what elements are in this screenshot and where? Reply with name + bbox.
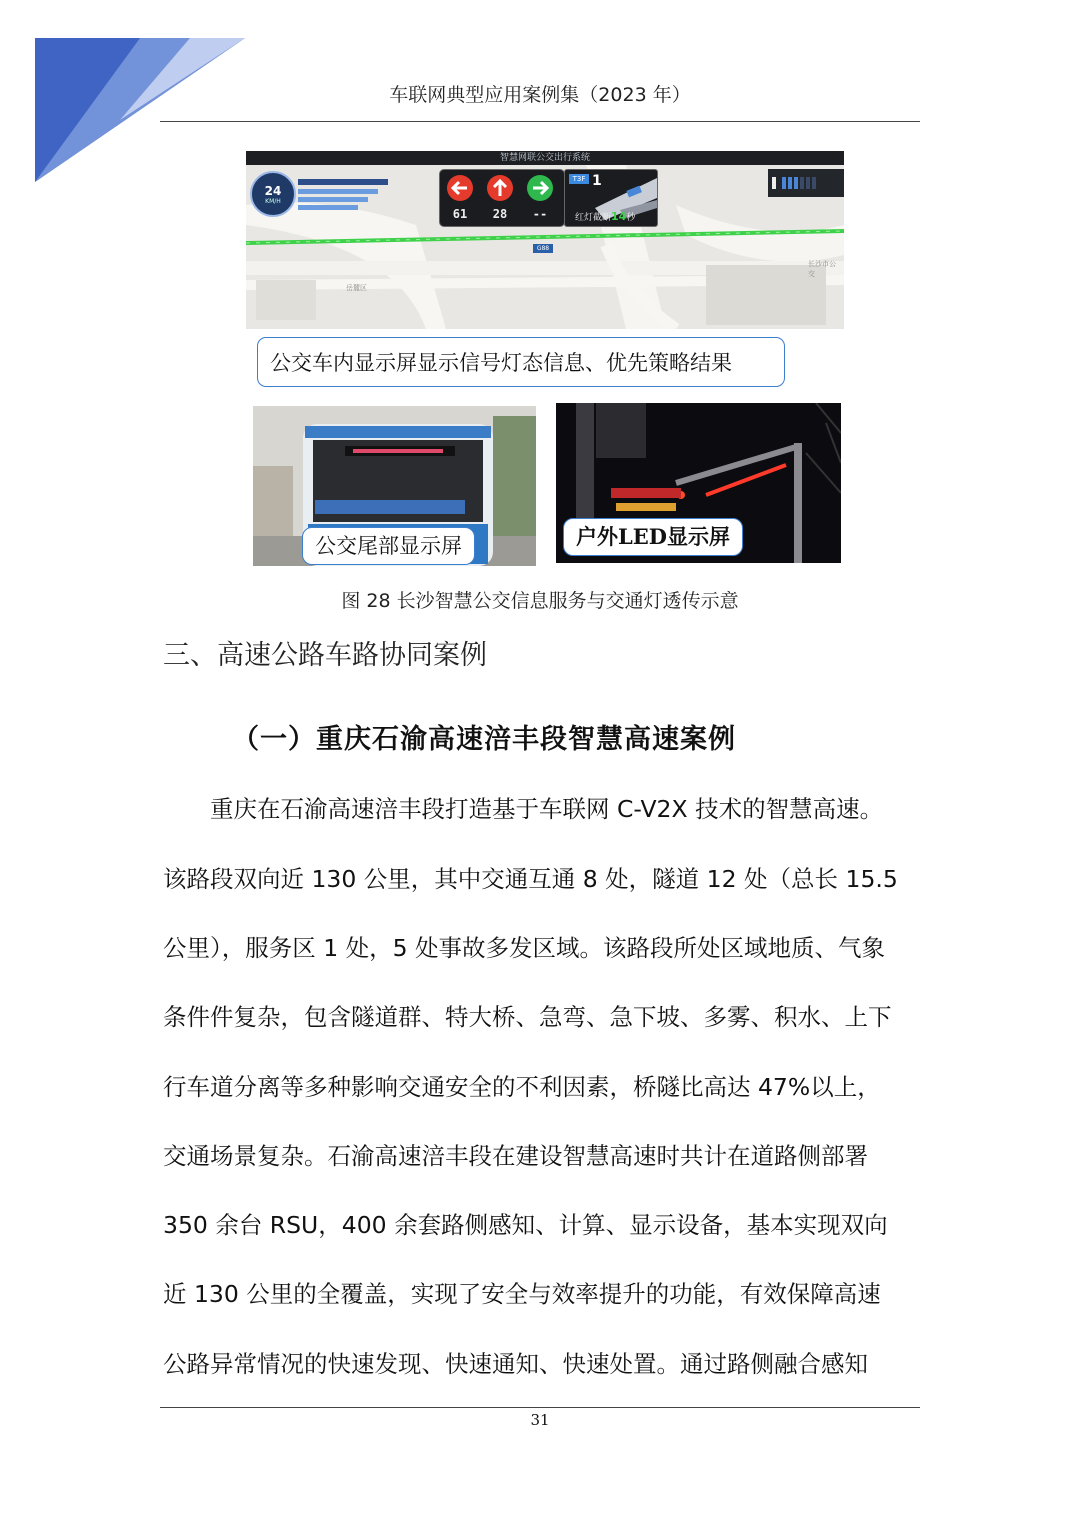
- outdoor-led-label: 户外LED显示屏: [563, 518, 743, 556]
- page-number: 31: [530, 1411, 550, 1429]
- subsection-heading: （一）重庆石渝高速涪丰段智慧高速案例: [232, 724, 736, 755]
- section-heading: 三、高速公路车路协同案例: [163, 640, 487, 671]
- paragraph-line: 公路异常情况的快速发现、快速通知、快速处置。通过路侧融合感知: [163, 1350, 868, 1378]
- header-title: 车联网典型应用案例集（2023 年）: [389, 84, 691, 106]
- signal-light-panel: [439, 169, 565, 227]
- screen-caption: 公交车内显示屏显示信号灯态信息、优先策略结果: [257, 337, 785, 387]
- speed-value: 24: [264, 184, 282, 198]
- signal-bars-icon: [772, 175, 832, 191]
- paragraph-line: 该路段双向近 130 公里，其中交通互通 8 处，隧道 12 处（总长 15.5: [163, 865, 898, 893]
- red-light-prefix: 红灯截断: [575, 213, 612, 223]
- lane-badge: T3F: [569, 174, 589, 184]
- footer-divider: [160, 1407, 920, 1408]
- paragraph-line: 近 130 公里的全覆盖，实现了安全与效率提升的功能，有效保障高速: [163, 1280, 881, 1308]
- paragraph-line: 公里），服务区 1 处，5 处事故多发区域。该路段所处区域地质、气象: [163, 934, 886, 962]
- paragraph-line: 350 余台 RSU，400 余套路侧感知、计算、显示设备，基本实现双向: [163, 1211, 888, 1239]
- figure-caption: 图 28 长沙智慧公交信息服务与交通灯透传示意: [341, 590, 739, 612]
- screen-title: 智慧网联公交出行系统: [246, 151, 844, 165]
- map-place-label: 岳麓区: [346, 284, 367, 292]
- left-arrow-icon: [446, 174, 474, 202]
- map-place-label: 长沙市公交: [808, 260, 836, 278]
- speed-unit: KM/H: [265, 198, 281, 205]
- bus-rear-label: 公交尾部显示屏: [302, 527, 475, 565]
- road-label: G88: [533, 244, 553, 253]
- red-light-info: [575, 210, 635, 223]
- paragraph-line: 行车道分离等多种影响交通安全的不利因素，桥隧比高达 47%以上，: [163, 1073, 881, 1101]
- paragraph-line: 条件件复杂，包含隧道群、特大桥、急弯、急下坡、多雾、积水、上下: [163, 1003, 892, 1031]
- lane-number: 1: [592, 173, 602, 189]
- header-divider: [160, 121, 920, 122]
- intersection-panel: [564, 169, 658, 227]
- status-widget: [768, 169, 844, 197]
- up-arrow-icon: [486, 174, 514, 202]
- paragraph-line: 重庆在石渝高速涪丰段打造基于车联网 C-V2X 技术的智慧高速。: [163, 795, 884, 823]
- red-light-suffix: 秒: [626, 213, 636, 223]
- bus-display-screenshot: [246, 151, 844, 329]
- countdown-straight: 28: [492, 207, 508, 221]
- red-light-seconds: 14: [611, 210, 627, 223]
- right-arrow-icon: [526, 174, 554, 202]
- countdown-left: 61: [452, 207, 468, 221]
- countdown-right: --: [532, 207, 548, 221]
- paragraph-line: 交通场景复杂。石渝高速涪丰段在建设智慧高速时共计在道路侧部署: [163, 1142, 868, 1170]
